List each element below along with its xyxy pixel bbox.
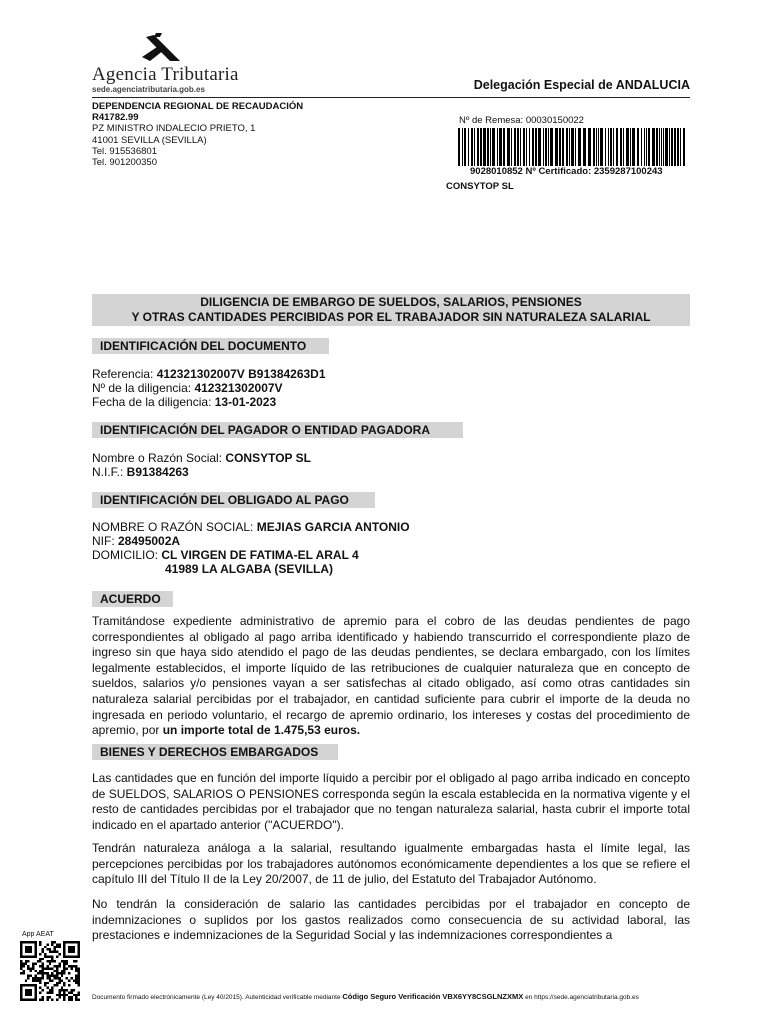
title-line-2: Y OTRAS CANTIDADES PERCIBIDAS POR EL TRABAJADOR SIN NATURALEZA SALARIAL [131,310,651,324]
logo-name: Agencia Tributaria [92,64,239,85]
office-code: R41782.99 [92,112,139,124]
section-header-bienes: BIENES Y DERECHOS EMBARGADOS [92,744,338,760]
obligado-nif-label: NIF: [92,534,118,548]
diligencia-row [92,381,283,396]
obligado-domicilio-label: DOMICILIO: [92,548,162,562]
footer-text-2: en https://sede.agenciatributaria.gob.es [523,994,639,1001]
certificado-number: 9028010852 Nº Certificado: 2359287100243 [470,166,663,177]
pagador-nif-row [92,465,189,480]
app-aeat-label: App AEAT [22,931,54,938]
acuerdo-paragraph [92,614,690,739]
office-block [92,101,303,168]
acuerdo-text: Tramitándose expediente administrativo de apremio para el cobro de las deudas pendientes de pago correspondientes al obligado al pago arriba identificado y habiendo transcurrido el correspondiente plazo de ingreso sin que haya sido atendido el pago de las deudas pendientes, se declara embargado, con los límites legalmente establecidos, el importe líquido de las retribuciones de cualquier naturaleza que en concepto de sueldos, salarios y/o pensiones vayan a ser satisfechas al citado obligado, así como otras cantidades sin naturaleza salarial percibidas por el trabajador, en cantidad suficiente para cubrir el importe de la deuda no ingresada en periodo voluntario, el recargo de apremio ordinario, los intereses y costas del procedimiento de apremio, por [92,614,690,738]
acuerdo-total: un importe total de 1.475,53 euros. [162,723,361,738]
bienes-paragraph-2: Tendrán naturaleza análoga a la salarial, resultando igualmente embargadas hasta el límite legal, las percepciones percibidas por los trabajadores autónomos económicamente dependientes a los que se refiere el capítulo III del Título II de la Ley 20/2007, de 11 de julio, del Estatuto del Trabajador Autónomo. [92,841,690,887]
fecha-label: Fecha de la diligencia: [92,395,215,409]
obligado-domicilio-row-2 [165,562,333,577]
office-address-1: PZ MINISTRO INDALECIO PRIETO, 1 [92,123,256,135]
referencia-row [92,367,326,382]
obligado-nombre-value: MEJIAS GARCIA ANTONIO [256,520,410,534]
footer-verification [92,992,639,1001]
obligado-domicilio-row [92,548,359,563]
footer-text-1: Documento firmado electrónicamente (Ley 40/2015). Autenticidad verificable mediante [92,994,343,1001]
obligado-nif-row [92,534,180,549]
office-address-2: 41001 SEVILLA (SEVILLA) [92,134,207,146]
obligado-domicilio-line-1: CL VIRGEN DE FATIMA-EL ARAL 4 [161,548,359,562]
obligado-nif-value: 28495002A [118,534,181,548]
bienes-paragraph-1: Las cantidades que en función del importe líquido a percibir por el obligado al pago arriba indicado en concepto de SUELDOS, SALARIOS O PENSIONES corresponda según la escala establecida en la normativa vigente y el resto de cantidades percibidas por el trabajador que no tengan naturaleza salarial, hasta cubrir el importe total indicado en el apartado anterior ("ACUERDO"). [92,771,690,832]
logo-url: sede.agenciatributaria.gob.es [92,85,205,94]
bienes-paragraph-3: No tendrán la consideración de salario las cantidades percibidas por el trabajador en concepto de indemnizaciones o suplidos por los gastos realizados como consecuencia de su actividad laboral, las prestaciones e indemnizaciones de la Seguridad Social y las indemnizaciones correspondientes a [92,897,690,943]
delegacion-title: Delegación Especial de ANDALUCIA [473,78,690,92]
document-title [92,294,690,326]
pagador-nif-label: N.I.F.: [92,465,127,479]
office-name: DEPENDENCIA REGIONAL DE RECAUDACIÓN [92,101,304,112]
agencia-tributaria-logo-icon [140,33,184,63]
fecha-value: 13-01-2023 [214,395,277,409]
barcode-icon [458,128,686,166]
qr-code-icon[interactable] [20,941,80,1001]
obligado-nombre-label: NOMBRE O RAZÓN SOCIAL: [92,520,257,534]
referencia-label: Referencia: [92,367,157,381]
obligado-domicilio-line-2: 41989 LA ALGABA (SEVILLA) [165,562,334,576]
office-tel-2: Tel. 901200350 [92,157,157,169]
title-line-1: DILIGENCIA DE EMBARGO DE SUELDOS, SALARIOS, PENSIONES [200,295,582,309]
obligado-nombre-row [92,520,410,535]
section-header-obligado: IDENTIFICACIÓN DEL OBLIGADO AL PAGO [92,492,375,508]
section-header-acuerdo: ACUERDO [92,591,173,607]
pagador-nombre-label: Nombre o Razón Social: [92,451,226,465]
header-divider [92,97,690,98]
office-tel-1: Tel. 915536801 [92,145,157,157]
remesa-number: Nº de Remesa: 00030150022 [459,115,584,126]
footer-csv: Código Seguro Verificación VBX6YY8CSGLNZXMX [342,992,524,1001]
pagador-nif-value: B91384263 [126,465,189,479]
referencia-value: 412321302007V B91384263D1 [156,367,326,381]
recipient-name: CONSYTOP SL [446,181,514,192]
section-header-documento: IDENTIFICACIÓN DEL DOCUMENTO [92,338,329,354]
diligencia-value: 412321302007V [194,381,283,395]
section-header-pagador: IDENTIFICACIÓN DEL PAGADOR O ENTIDAD PAGADORA [92,422,463,438]
pagador-nombre-row [92,451,311,466]
fecha-row [92,395,276,410]
pagador-nombre-value: CONSYTOP SL [225,451,311,465]
diligencia-label: Nº de la diligencia: [92,381,195,395]
